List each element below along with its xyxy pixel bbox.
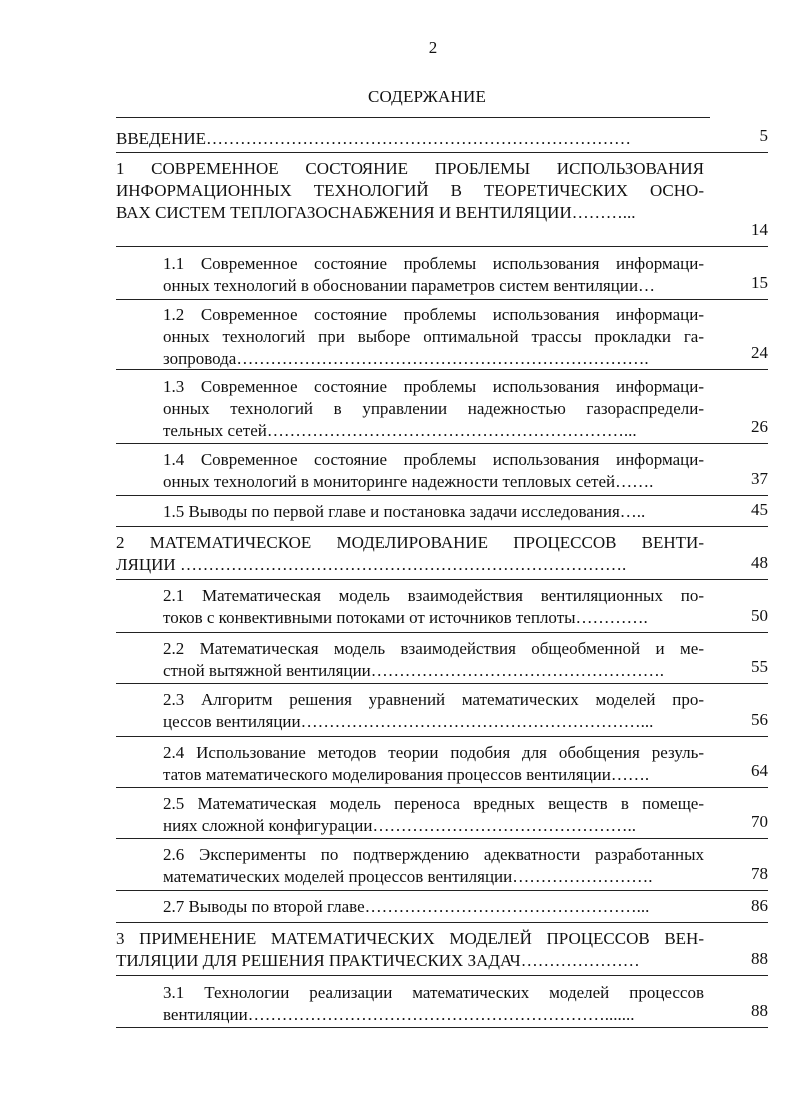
toc-entry-title (163, 742, 704, 786)
toc-entry-line: ВВЕДЕНИЕ………………………………………………………………… (116, 129, 631, 148)
table-of-contents (116, 119, 768, 1028)
toc-entry-line: онных технологий в управлении надежностью газораспредели- (163, 399, 704, 418)
page-number: 2 (428, 38, 438, 57)
toc-chapter-entry (116, 119, 768, 153)
toc-page-number: 70 (751, 812, 768, 831)
toc-section-entry (116, 976, 768, 1028)
toc-entry-line: онных технологий в обосновании параметров систем вентиляции… (163, 276, 656, 295)
toc-entry-line: 2.6 Эксперименты по подтверждению адекватности разработанных (163, 845, 704, 864)
toc-section-entry (116, 633, 768, 684)
toc-page-number: 88 (751, 1001, 768, 1020)
toc-section-entry (116, 737, 768, 788)
toc-section-entry (116, 444, 768, 496)
toc-entry-line: 2.7 Выводы по второй главе…………………………………………... (163, 897, 650, 916)
toc-section-entry (116, 247, 768, 300)
toc-entry-line: тельных сетей………………………………………………………... (163, 421, 637, 440)
toc-entry-line: 2.1 Математическая модель взаимодействия вентиляционных по- (163, 586, 704, 605)
toc-entry-line: татов математического моделирования процессов вентиляции……. (163, 765, 650, 784)
toc-entry-line: 1.5 Выводы по первой главе и постановка задачи исследования….. (163, 502, 646, 521)
toc-entry-title (163, 793, 704, 837)
toc-section-entry (116, 891, 768, 923)
toc-entry-title (163, 638, 704, 682)
toc-entry-line: 2.5 Математическая модель переноса вредных веществ в помеще- (163, 794, 704, 813)
toc-entry-title (116, 532, 704, 576)
toc-entry-title (163, 376, 704, 442)
toc-page-number: 56 (751, 710, 768, 729)
toc-entry-title (116, 128, 704, 150)
toc-entry-line: 3 ПРИМЕНЕНИЕ МАТЕМАТИЧЕСКИХ МОДЕЛЕЙ ПРОЦЕССОВ ВЕН- (116, 929, 704, 948)
toc-entry-title (163, 449, 704, 493)
toc-entry-line: 1.2 Современное состояние проблемы использования информаци- (163, 305, 704, 324)
toc-entry-line: онных технологий в мониторинге надежности тепловых сетей……. (163, 472, 654, 491)
toc-page-number: 5 (759, 126, 768, 145)
toc-section-entry (116, 788, 768, 839)
toc-section-entry (116, 839, 768, 891)
toc-entry-title (163, 844, 704, 888)
toc-entry-title (163, 982, 704, 1026)
toc-entry-line: стной вытяжной вентиляции……………………………………………. (163, 661, 665, 680)
toc-section-entry (116, 300, 768, 370)
toc-entry-line: ЛЯЦИИ ……………………………………………………………………. (116, 555, 627, 574)
toc-entry-title (163, 253, 704, 297)
toc-page-number: 55 (751, 657, 768, 676)
toc-entry-line: 1.4 Современное состояние проблемы использования информаци- (163, 450, 704, 469)
toc-entry-line: вентиляции………………………………………………………....... (163, 1005, 635, 1024)
toc-entry-title (163, 304, 704, 370)
toc-entry-line: токов с конвективными потоками от источников теплоты…………. (163, 608, 648, 627)
toc-page-number: 45 (751, 500, 768, 519)
toc-entry-line: 2.3 Алгоритм решения уравнений математических моделей про- (163, 690, 704, 709)
toc-entry-title (163, 585, 704, 629)
toc-page-number: 15 (751, 273, 768, 292)
toc-entry-line: 3.1 Технологии реализации математических моделей процессов (163, 983, 704, 1002)
toc-entry-line: цессов вентиляции……………………………………………………... (163, 712, 654, 731)
toc-entry-line: 1.3 Современное состояние проблемы использования информаци- (163, 377, 704, 396)
toc-top-rule (116, 117, 710, 118)
toc-entry-line: зопровода………………………………………………………………. (163, 349, 649, 368)
toc-chapter-entry (116, 527, 768, 580)
toc-section-entry (116, 580, 768, 633)
page-title: СОДЕРЖАНИЕ (368, 87, 487, 106)
toc-entry-line: математических моделей процессов вентиляции……………………. (163, 867, 653, 886)
toc-entry-line: ИНФОРМАЦИОННЫХ ТЕХНОЛОГИЙ В ТЕОРЕТИЧЕСКИХ ОСНО- (116, 181, 704, 200)
toc-section-entry (116, 496, 768, 527)
toc-page-number: 48 (751, 553, 768, 572)
toc-entry-line: 1 СОВРЕМЕННОЕ СОСТОЯНИЕ ПРОБЛЕМЫ ИСПОЛЬЗОВАНИЯ (116, 159, 704, 178)
toc-page-number: 78 (751, 864, 768, 883)
toc-entry-line: ТИЛЯЦИИ ДЛЯ РЕШЕНИЯ ПРАКТИЧЕСКИХ ЗАДАЧ………………… (116, 951, 640, 970)
toc-entry-line: 2.4 Использование методов теории подобия для обобщения резуль- (163, 743, 704, 762)
toc-entry-line: 2.2 Математическая модель взаимодействия общеобменной и ме- (163, 639, 704, 658)
toc-chapter-entry (116, 923, 768, 976)
toc-chapter-entry (116, 153, 768, 247)
toc-entry-line: ниях сложной конфигурации……………………………………….. (163, 816, 636, 835)
toc-page-number: 26 (751, 417, 768, 436)
toc-page-number: 86 (751, 896, 768, 915)
toc-page-number: 88 (751, 949, 768, 968)
toc-entry-line: ВАХ СИСТЕМ ТЕПЛОГАЗОСНАБЖЕНИЯ И ВЕНТИЛЯЦИИ………... (116, 203, 636, 222)
toc-entry-title (163, 501, 704, 523)
toc-section-entry (116, 684, 768, 737)
toc-page-number: 37 (751, 469, 768, 488)
toc-page-number: 24 (751, 343, 768, 362)
toc-page-number: 14 (751, 220, 768, 239)
toc-page-number: 64 (751, 761, 768, 780)
toc-section-entry (116, 370, 768, 444)
toc-entry-title (163, 896, 704, 918)
toc-entry-line: 2 МАТЕМАТИЧЕСКОЕ МОДЕЛИРОВАНИЕ ПРОЦЕССОВ ВЕНТИ- (116, 533, 704, 552)
toc-entry-title (116, 158, 704, 224)
toc-page-number: 50 (751, 606, 768, 625)
toc-entry-title (116, 928, 704, 972)
toc-entry-title (163, 689, 704, 733)
toc-entry-line: 1.1 Современное состояние проблемы использования информаци- (163, 254, 704, 273)
toc-entry-line: онных технологий при выборе оптимальной трассы прокладки га- (163, 327, 704, 346)
